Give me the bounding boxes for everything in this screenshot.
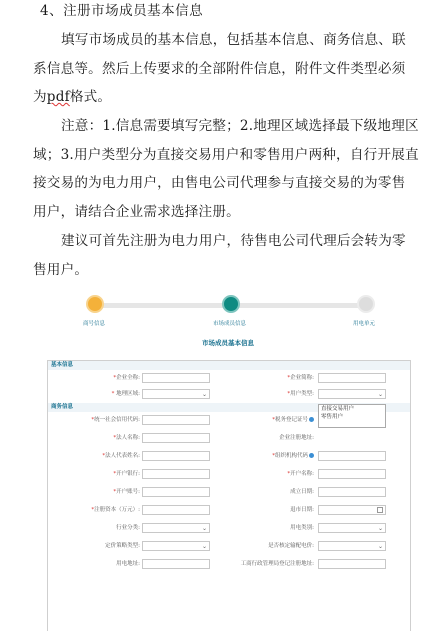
- chevron-down-icon: ⌄: [201, 525, 207, 532]
- step-progress: [44, 291, 412, 339]
- pricing-type-select[interactable]: [142, 541, 210, 551]
- required-asterisk: *: [91, 507, 95, 513]
- required-asterisk: *: [113, 375, 117, 381]
- form-row: [48, 503, 410, 517]
- paragraph-notes: [33, 112, 419, 226]
- industry-label: 行业分类:: [116, 525, 140, 531]
- section-basic: 基本信息: [48, 361, 410, 370]
- pricing-type-label: 定价策略类型:: [105, 543, 140, 549]
- help-icon[interactable]: [309, 417, 314, 422]
- required-asterisk: *: [113, 435, 117, 441]
- industry-select[interactable]: [142, 523, 210, 533]
- account-name-label: *开户名称:: [287, 471, 314, 477]
- verify-price-select[interactable]: [318, 541, 386, 551]
- tax-cert-text: *税务登记证号: [272, 417, 308, 423]
- tax-cert-label: [272, 413, 314, 427]
- verify-price-label: 是否核定输配电价:: [268, 543, 314, 549]
- legal-id-input[interactable]: [142, 451, 210, 461]
- form-title: 市场成员基本信息: [202, 339, 254, 347]
- calendar-icon[interactable]: [377, 507, 383, 513]
- credit-code-label: *统一社会信用代码:: [91, 417, 140, 423]
- account-no-label: *开户账号:: [113, 489, 140, 495]
- user-type-label: *用户类型:: [287, 391, 314, 397]
- help-icon[interactable]: [309, 453, 314, 458]
- step-3-label: 用电单元: [353, 321, 376, 327]
- paragraph-advice: [33, 227, 419, 284]
- org-code-input[interactable]: [318, 451, 386, 461]
- step-1-label: 商号信息: [83, 321, 106, 327]
- account-no-input[interactable]: [142, 487, 210, 497]
- reg-capital-input[interactable]: [142, 505, 210, 515]
- chevron-down-icon: ⌄: [377, 525, 383, 532]
- step-3-circle[interactable]: [357, 295, 375, 313]
- required-asterisk: *: [113, 489, 117, 495]
- form-row: [48, 485, 410, 499]
- power-type-label: 用电类别:: [290, 525, 314, 531]
- step-2-label: 市场成员信息: [213, 321, 247, 327]
- form-row: [48, 449, 410, 463]
- embedded-screenshot: [44, 291, 412, 631]
- form-row: [48, 521, 410, 535]
- power-address-input[interactable]: [142, 559, 210, 569]
- required-asterisk: *: [102, 453, 106, 459]
- required-asterisk: *: [272, 417, 275, 423]
- intro-text-end: 格式。: [69, 89, 112, 105]
- company-name-input[interactable]: [142, 373, 210, 383]
- legal-id-label: *法人代表姓名:: [102, 453, 140, 459]
- company-name-label: *企业全称:: [113, 375, 140, 381]
- required-asterisk: *: [287, 391, 291, 397]
- bank-label: *开户银行:: [113, 471, 140, 477]
- power-type-select[interactable]: [318, 523, 386, 533]
- step-2-circle[interactable]: [222, 295, 240, 313]
- bank-input[interactable]: [142, 469, 210, 479]
- required-asterisk: *: [111, 391, 115, 397]
- advice-text: 建议可首先注册为电力用户，待售电公司代理后会转为零售用户。: [33, 233, 406, 278]
- required-asterisk: *: [113, 471, 117, 477]
- found-date-label: 成立日期:: [290, 489, 314, 495]
- required-asterisk: *: [287, 471, 291, 477]
- end-date-input[interactable]: [318, 505, 386, 515]
- end-date-label: 退市日期:: [290, 507, 314, 513]
- step-1-circle[interactable]: [86, 295, 104, 313]
- region-label: * 地理区域:: [111, 391, 140, 397]
- paragraph-intro: [33, 26, 419, 112]
- found-date-input[interactable]: [318, 487, 386, 497]
- reg-capital-label: *注册资本（万元）:: [91, 507, 140, 513]
- chevron-down-icon: ⌄: [377, 391, 383, 398]
- form-row: [48, 431, 410, 445]
- notes-text: 注意：1.信息需要填写完整；2.地理区域选择最下级地理区域；3.用户类型分为直接交易用户和零售用户两种，自行开展直接交易的为电力用户，由售电公司代理参与直接交易的为零售用户，请结合企业需求选择注册。: [33, 118, 419, 220]
- chevron-down-icon: ⌄: [201, 543, 207, 550]
- user-type-option[interactable]: 零售用户: [321, 414, 344, 420]
- required-asterisk: *: [91, 417, 95, 423]
- org-code-label: [272, 449, 314, 463]
- org-code-text: *组织机构代码: [272, 453, 308, 459]
- section-business: 商务信息: [48, 403, 410, 412]
- member-form: [47, 360, 411, 631]
- power-address-label: 用电地址:: [116, 561, 140, 567]
- legal-name-label: *法人名称:: [113, 435, 140, 441]
- intro-text: 填写市场成员的基本信息，包括基本信息、商务信息、联系信息等。然后上传要求的全部附件信息，附件文件类型必须为: [33, 32, 406, 105]
- biz-reg-label: 工商行政管理局登记注册地址:: [240, 561, 314, 567]
- chevron-down-icon: ⌄: [201, 391, 207, 398]
- chevron-down-icon: ⌄: [377, 543, 383, 550]
- reg-address-label: 企业注册地址:: [279, 435, 314, 441]
- form-row: [48, 371, 410, 385]
- short-name-label: *企业简称:: [287, 375, 314, 381]
- account-name-input[interactable]: [318, 469, 386, 479]
- region-select[interactable]: [142, 389, 210, 399]
- pdf-word: pdf: [46, 89, 70, 105]
- biz-reg-input[interactable]: [318, 559, 386, 569]
- user-type-option[interactable]: 直接交易用户: [321, 406, 355, 412]
- user-type-dropdown: [318, 404, 386, 428]
- form-row: [48, 387, 410, 401]
- legal-name-input[interactable]: [142, 433, 210, 443]
- credit-code-input[interactable]: [142, 415, 210, 425]
- form-row: [48, 557, 410, 571]
- required-asterisk: *: [287, 375, 291, 381]
- form-row: [48, 467, 410, 481]
- required-asterisk: *: [272, 453, 275, 459]
- section-heading: 4、注册市场成员基本信息: [40, 3, 204, 19]
- user-type-select[interactable]: [318, 389, 386, 399]
- form-row: [48, 539, 410, 553]
- short-name-input[interactable]: [318, 373, 386, 383]
